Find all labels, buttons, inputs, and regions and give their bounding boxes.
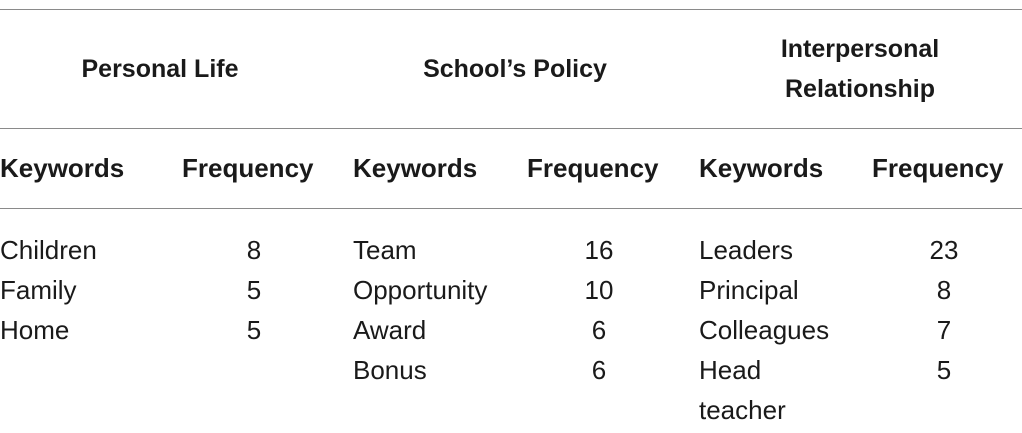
table-cell-frequency: 6 [591,355,607,385]
table-cell-keyword: Family [0,275,77,305]
group-title-personal-life: Personal Life [81,55,239,83]
col-keywords-personal-life: Keywords [0,153,125,183]
group-title-schools-policy: School’s Policy [423,55,607,83]
table-cell-keyword: Bonus [353,355,427,385]
table-cell-frequency: 6 [591,315,607,345]
keywords-column-interpersonal [699,230,829,430]
table-cell-keyword: Leaders [699,235,793,265]
table-cell-keyword: Award [353,315,427,345]
table-cell-frequency: 7 [936,315,952,345]
frequency-column-interpersonal [914,230,974,390]
frequency-column-schools-policy [569,230,629,390]
group-header-rule [0,128,1022,129]
table-cell-keyword: Opportunity [353,275,488,305]
col-keywords-interpersonal: Keywords [699,153,824,183]
table-cell-frequency: 8 [246,235,262,265]
table-cell-frequency: 10 [584,275,614,305]
column-header-rule [0,208,1022,209]
table-cell-keyword: Home [0,315,70,345]
table-cell-keyword: Colleagues [699,315,830,345]
col-keywords-schools-policy: Keywords [353,153,478,183]
table-cell-frequency: 5 [246,275,262,305]
top-rule [0,9,1022,10]
col-frequency-schools-policy: Frequency [527,153,659,183]
table-cell-frequency: 5 [246,315,262,345]
table-cell-keyword: Children [0,235,97,265]
frequency-column-personal-life [224,230,284,350]
table-cell-keyword: Head teacher [699,355,786,425]
table-cell-frequency: 8 [936,275,952,305]
group-title-interpersonal-relationship: Interpersonal Relationship [780,35,940,103]
keywords-column-personal-life [0,230,97,350]
keywords-column-schools-policy [353,230,487,390]
table-cell-keyword: Principal [699,275,799,305]
col-frequency-personal-life: Frequency [182,153,314,183]
table-cell-frequency: 16 [584,235,614,265]
col-frequency-interpersonal: Frequency [872,153,1004,183]
table-cell-keyword: Team [353,235,417,265]
table-cell-frequency: 23 [929,235,959,265]
table-cell-frequency: 5 [936,355,952,385]
